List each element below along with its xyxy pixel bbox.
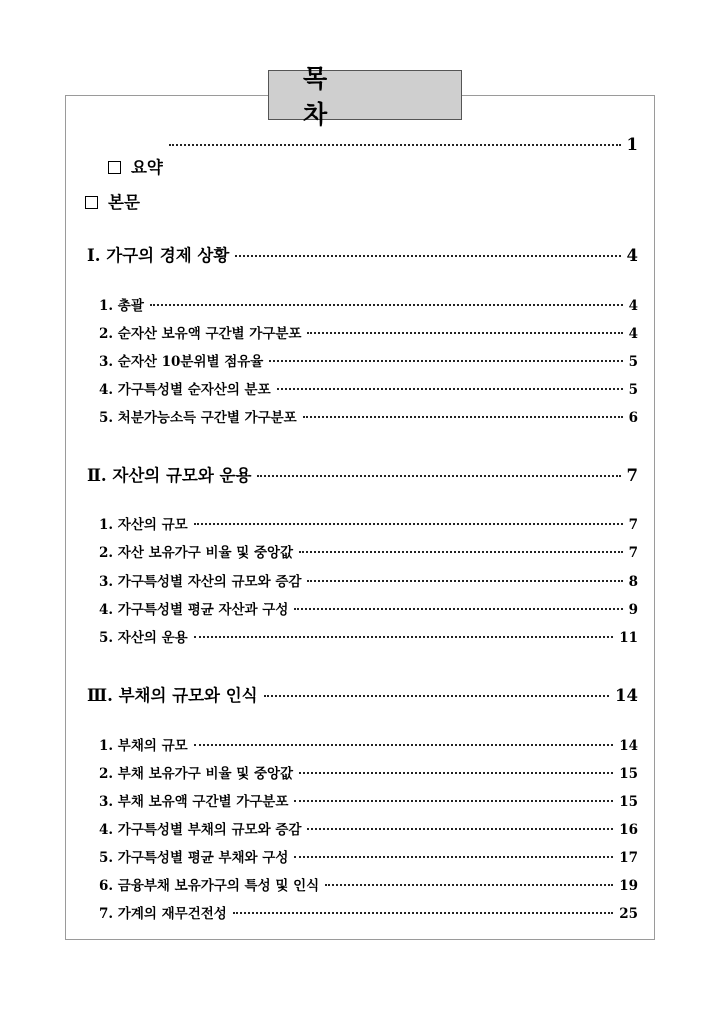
dot-leader: [257, 475, 620, 477]
toc-item[interactable]: [99, 513, 638, 533]
toc-item[interactable]: [99, 790, 638, 810]
toc-page-number: 7: [628, 517, 638, 533]
toc-page-number: 5: [628, 382, 638, 398]
checkbox-square-icon: [108, 161, 121, 174]
toc-section-1[interactable]: [87, 242, 638, 266]
toc-entry-label: 요약: [130, 158, 163, 177]
toc-section-3[interactable]: [87, 682, 638, 706]
toc-item-label: 2. 부채 보유가구 비율 및 중앙값: [99, 766, 294, 782]
toc-title: 목 차: [303, 64, 362, 129]
toc-page-number: 5: [628, 354, 638, 370]
toc-section-label: Ⅰ. 가구의 경제 상황: [87, 246, 230, 265]
dot-leader: [194, 523, 623, 525]
toc-page-number: 4: [626, 246, 638, 265]
dot-leader: [269, 360, 622, 362]
toc-page-number: 14: [619, 738, 638, 754]
toc-page-number: 11: [619, 630, 638, 646]
toc-item-label: 3. 부채 보유액 구간별 가구분포: [99, 794, 289, 810]
toc-item[interactable]: [99, 846, 638, 866]
toc-page-number: 19: [619, 878, 638, 894]
dot-leader: [307, 828, 613, 830]
dot-leader: [299, 551, 623, 553]
dot-leader: [307, 332, 622, 334]
toc-section-label: Ⅲ. 부채의 규모와 인식: [87, 686, 258, 705]
toc-page-number: 1: [626, 135, 638, 154]
toc-item-label: 1. 총괄: [99, 298, 144, 314]
dot-leader: [264, 695, 609, 697]
dot-leader: [294, 856, 613, 858]
toc-item[interactable]: [99, 762, 638, 782]
dot-leader: [277, 388, 623, 390]
toc-page-number: 15: [619, 766, 638, 782]
toc-page-number: 15: [619, 794, 638, 810]
toc-item-label: 7. 가계의 재무건전성: [99, 906, 227, 922]
toc-section-label: Ⅱ. 자산의 규모와 운용: [87, 466, 252, 485]
toc-page-number: 4: [628, 326, 638, 342]
toc-page-number: 14: [615, 686, 638, 705]
toc-page-number: 25: [619, 906, 638, 922]
dot-leader: [299, 772, 613, 774]
toc-item[interactable]: [99, 902, 638, 922]
toc-item[interactable]: [99, 350, 638, 370]
toc-item-label: 4. 가구특성별 순자산의 분포: [99, 382, 271, 398]
toc-heading-label: 본문: [108, 193, 140, 212]
toc-page-number: 16: [619, 822, 638, 838]
toc-page-number: 8: [628, 574, 638, 590]
toc-item-label: 6. 금융부채 보유가구의 특성 및 인식: [99, 878, 320, 894]
dot-leader: [194, 636, 614, 638]
checkbox-square-icon: [85, 196, 98, 209]
toc-item[interactable]: [99, 734, 638, 754]
toc-item[interactable]: [99, 570, 638, 590]
toc-item[interactable]: [99, 406, 638, 426]
toc-item-label: 1. 부채의 규모: [99, 738, 188, 754]
toc-item-label: 1. 자산의 규모: [99, 517, 188, 533]
toc-entry-summary[interactable]: [85, 135, 638, 197]
dot-leader: [233, 912, 613, 914]
toc-item[interactable]: [99, 874, 638, 894]
toc-page-number: 4: [628, 298, 638, 314]
toc-item[interactable]: [99, 818, 638, 838]
dot-leader: [169, 144, 621, 146]
toc-body-heading: [85, 189, 140, 213]
toc-item[interactable]: [99, 322, 638, 342]
toc-page-number: 6: [628, 410, 638, 426]
toc-item[interactable]: [99, 626, 638, 646]
toc-item-label: 2. 순자산 보유액 구간별 가구분포: [99, 326, 302, 342]
toc-item-label: 3. 가구특성별 자산의 규모와 증감: [99, 574, 302, 590]
toc-item-label: 5. 자산의 운용: [99, 630, 188, 646]
dot-leader: [194, 744, 614, 746]
toc-item-label: 5. 가구특성별 평균 부채와 구성: [99, 850, 289, 866]
toc-page-number: 7: [626, 466, 638, 485]
toc-item[interactable]: [99, 378, 638, 398]
toc-page-number: 17: [619, 850, 638, 866]
toc-item[interactable]: [99, 598, 638, 618]
dot-leader: [294, 800, 613, 802]
dot-leader: [294, 608, 622, 610]
toc-page-number: 9: [628, 602, 638, 618]
dot-leader: [303, 416, 623, 418]
dot-leader: [150, 304, 623, 306]
toc-item[interactable]: [99, 294, 638, 314]
toc-page-number: 7: [628, 545, 638, 561]
toc-item-label: 5. 처분가능소득 구간별 가구분포: [99, 410, 297, 426]
toc-item-label: 2. 자산 보유가구 비율 및 중앙값: [99, 545, 294, 561]
dot-leader: [325, 884, 613, 886]
toc-title-box: [268, 64, 462, 129]
dot-leader: [307, 580, 622, 582]
toc-item[interactable]: [99, 541, 638, 561]
toc-item-label: 3. 순자산 10분위별 점유율: [99, 354, 264, 370]
toc-item-label: 4. 가구특성별 평균 자산과 구성: [99, 602, 289, 618]
toc-item-label: 4. 가구특성별 부채의 규모와 증감: [99, 822, 302, 838]
toc-section-2[interactable]: [87, 462, 638, 486]
dot-leader: [235, 255, 620, 257]
